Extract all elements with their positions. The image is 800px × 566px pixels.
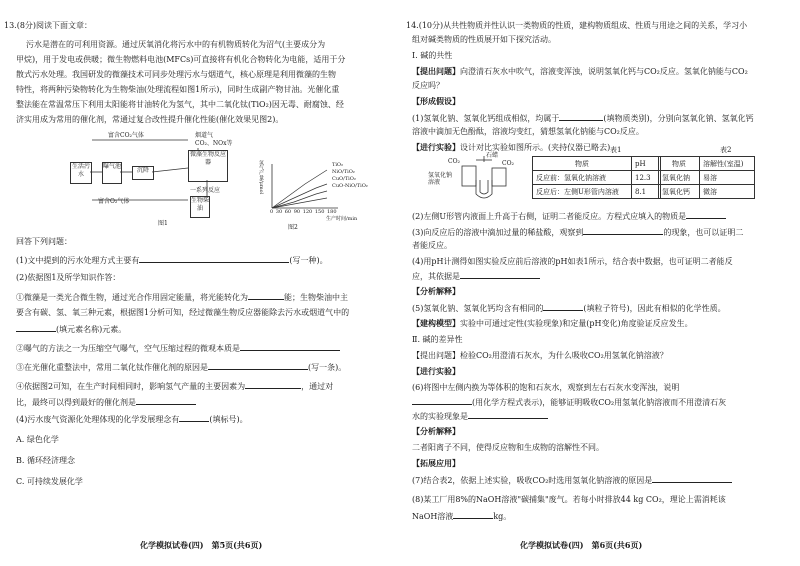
table2-cell: 氢氧化钠: [659, 171, 700, 185]
q2-line: [412, 210, 726, 222]
table1-header: pH: [632, 157, 661, 171]
q2d-tail: 比，最终可以得到最好的催化剂是: [16, 398, 136, 407]
q8-tail: kg。: [493, 512, 512, 521]
article-line: 特性，将两种污染物转化为生物柴油(处理流程如图1所示)，同时生成副产物甘油。光催化重: [16, 85, 340, 94]
fig2-tick: 180: [326, 209, 337, 215]
u-tube-icon: [428, 150, 528, 205]
fig2-ylabel: 氢气产量/μmol: [258, 160, 264, 195]
q2a-text: ①微藻是一类光合微生物，通过光合作用固定能量，将光能转化为: [16, 293, 248, 302]
q14-title: 14.(10分)从共性物质并性认识一类物质的性质，建构物质组成、性质与用途之间的关系，学习小: [406, 21, 748, 30]
table1-cell: 12.3: [632, 171, 661, 185]
tag-analysis-2: 【分析解释】: [412, 426, 460, 436]
option-b[interactable]: B. 循环经济理念: [16, 456, 75, 465]
q2c-text: ③在光催化重整法中，常用二氧化钛作催化剂的原因是: [16, 363, 208, 372]
fig2-legend-item: TiO₂: [332, 162, 344, 168]
q6-line-2: [412, 396, 726, 408]
article-line: 甲烷)，用于发电或供暖；微生物燃料电池(MFCs)可直接将有机化合物转化为电能，适用于分: [16, 55, 346, 64]
table1-caption: 表1: [610, 146, 622, 154]
hypo1-line-2: 溶液中滴加无色酚酞，溶液均变红，猜想氢氧化钠能与CO₂反应。: [412, 127, 644, 136]
table-row: [659, 171, 755, 185]
q2c-line: [16, 361, 346, 373]
q4-blank[interactable]: [460, 270, 540, 279]
q4-blank[interactable]: [179, 413, 209, 422]
q3-tail: 的现象，也可以证明二: [663, 228, 744, 237]
q7-blank[interactable]: [652, 474, 732, 483]
tag-analysis: 【分析解释】: [412, 286, 460, 296]
table-row: [659, 157, 755, 171]
fig1-bottom-label: 富含O₂气体: [98, 198, 130, 205]
fig2-tick: 0: [270, 209, 274, 215]
answer-title: 回答下列问题：: [16, 237, 72, 246]
q2d-line: [16, 380, 333, 392]
table-row: [533, 157, 661, 171]
q1-blank[interactable]: [139, 254, 289, 263]
q13-title: 13.(8分)阅读下面文章：: [4, 21, 93, 30]
table2-cell: 氢氧化钙: [659, 185, 700, 199]
q2c-tail: (写一条)。: [308, 363, 347, 372]
analysis-2-text: 二者阳离子不同，使得反应物和生成物的溶解性不同。: [412, 443, 604, 452]
q2a-line: [16, 291, 348, 303]
q6-text: (用化学方程式表示)，能够证明吸收CO₂用氢氧化钠溶液而不用澄清石灰: [472, 398, 727, 407]
q2d-mid: ，通过对: [301, 382, 334, 391]
fig2-legend-item: CuO-NiO/TiO₂: [332, 183, 368, 189]
option-a[interactable]: A. 绿色化学: [16, 435, 59, 444]
hypo1-blank[interactable]: [559, 112, 603, 121]
article-line: 污水是潜在的可利用资源。通过厌氧消化将污水中的有机物质转化为沼气(主要成分为: [26, 40, 326, 49]
q5-tail: (填粒子符号)，因此有相似的化学性质。: [583, 304, 726, 313]
q14-title-2: 组对碱类物质的性质展开如下探究活动。: [412, 35, 556, 44]
q7-line: [412, 474, 732, 486]
apparatus-naoh-label: 氢氧化钠溶液: [428, 172, 453, 186]
tag-experiment-2: 【进行实验】: [412, 366, 460, 376]
q7-text: (7)结合表2，依据上述实验，吸收CO₂时选用氢氧化钠溶液的原因是: [412, 476, 653, 485]
fig1-box-diesel: 生物柴油: [190, 196, 210, 218]
fig1-flue-label: 烟道气: [195, 132, 214, 139]
table-1: [532, 156, 661, 199]
q2-blank[interactable]: [686, 210, 726, 219]
apparatus-right-co2: CO₂: [502, 160, 514, 167]
fig2-caption: 图2: [288, 224, 298, 231]
q2a-line-2: 要含有碳、氢、氧三种元素，根据图1分析可知，经过微藻生物反应器能除去污水或烟道气中的: [16, 308, 350, 317]
q8-text: NaOH溶液: [412, 512, 454, 521]
q1-line: [16, 254, 328, 266]
q6-line-3: [412, 410, 548, 422]
tag-hypothesis: 【形成假设】: [412, 96, 460, 106]
fig1-arrows: [70, 130, 255, 230]
section-2: Ⅱ. 碱的差异性: [412, 335, 463, 344]
table-row: [533, 171, 661, 185]
q5-text: (5)氢氧化钠、氢氧化钙均含有相同的: [412, 304, 544, 313]
fig1-top-label: 富含CO₂气体: [108, 132, 144, 139]
fig1-box-settle: 沉降: [132, 166, 154, 180]
q2d-blank[interactable]: [245, 380, 301, 389]
table-row: [659, 185, 755, 199]
q8-line-2: [412, 510, 511, 522]
q5-line: [412, 302, 726, 314]
tag-problem: 【提出问题】: [412, 66, 460, 76]
hypo1-text: (1)氢氧化钠、氢氧化钙组成相似，均属于: [412, 114, 560, 123]
problem-line: [412, 66, 748, 77]
fig1-box-reactor: 微藻生物反应器: [188, 150, 228, 182]
q4-line-2: [412, 270, 540, 282]
apparatus-figure: [428, 150, 528, 205]
q2b-line: [16, 342, 340, 354]
q6-blank[interactable]: [412, 396, 472, 405]
hypo1-line: [412, 112, 754, 124]
q8-line: (8)某工厂用8%的NaOH溶液"碳捕集"废气。若每小时排放44 kg CO₂，理论上需消耗该: [412, 495, 726, 504]
q2d-text: ④依据图2可知，在生产时间相同时，影响氢气产量的主要因素为: [16, 382, 246, 391]
q3-line-2: 者能反应。: [412, 241, 452, 250]
fig1-chain-note: 一系列反应: [190, 187, 221, 194]
q8-blank[interactable]: [453, 510, 493, 519]
fig2-tick: 90: [293, 209, 301, 215]
article-line: 整法能在常温常压下利用太阳能将甘油转化为氢气，其中二氧化钛(TiO₂)因无毒、耐腐蚀、经: [16, 100, 344, 109]
problem-text: 向澄清石灰水中吹气，溶液变浑浊，说明氢氧化钙与CO₂反应。氢氧化钠能与CO₂: [460, 67, 748, 76]
problem-2: 【提出问题】检验CO₂用澄清石灰水，为什么吸收CO₂用氢氧化钠溶液？: [412, 351, 668, 360]
fig1-caption: 图1: [158, 220, 168, 227]
q1-tail: (写一种)。: [289, 256, 328, 265]
right-footer: 化学模拟试卷(四) 第6页(共6页): [520, 540, 643, 550]
q2d-line-2: [16, 396, 196, 408]
q2b-blank[interactable]: [240, 342, 340, 351]
q4-tail: (填标号)。: [209, 415, 248, 424]
fig1-box-sewage: 生活污水: [70, 162, 92, 184]
fig2-tick: 120: [302, 209, 313, 215]
table1-cell: 8.1: [632, 185, 661, 199]
table-2: [658, 156, 755, 199]
q6-blank-2[interactable]: [468, 410, 548, 419]
model-line: [412, 318, 693, 329]
q2a-tail-2: (填元素名称)元素。: [56, 325, 127, 334]
table1-cell: 反应后：左侧U形管内溶液: [533, 185, 632, 199]
hypo1-mid: (填物质类别)，分别向氢氧化钠、氢氧化钙: [603, 114, 754, 123]
article-line: 散式污水处理。我国研发的微藻技术可同步处理污水与烟道气，核心原理是利用微藻的生物: [16, 70, 336, 79]
apparatus-stone-label: 石蜡: [486, 152, 499, 159]
q4-line: [16, 413, 248, 425]
fig2-legend-item: NiO/TiO₂: [332, 169, 355, 175]
q2a-tail: 能；生物柴油中主: [284, 293, 348, 302]
experiment-text: 设计对比实验如图所示。(夹持仪器已略去): [460, 143, 611, 152]
left-footer: 化学模拟试卷(四) 第5页(共6页): [140, 540, 263, 550]
table2-caption: 表2: [720, 146, 732, 154]
q2b-text: ②曝气的方法之一为压缩空气曝气，空气压缩过程的微观本质是: [16, 344, 240, 353]
tag-model: 【建构模型】: [412, 318, 460, 328]
fig2-xlabel: 生产时间/min: [326, 216, 358, 222]
tag-extension: 【拓展应用】: [412, 458, 460, 468]
q3-line: [412, 226, 743, 238]
q4-text: 应，其依据是: [412, 272, 460, 281]
q4-line: (4)用pH计测得如图实验反应前后溶液的pH如表1所示，结合表中数据，也可证明二者能反: [412, 257, 733, 266]
fig1-box-aerobic: 曝气池: [102, 162, 122, 184]
fig2-tick: 30: [275, 209, 283, 215]
problem-line-2: 反应吗？: [412, 81, 444, 90]
fig2-tick: 60: [284, 209, 292, 215]
q2c-blank[interactable]: [208, 361, 308, 370]
q3-text: (3)向反应后的溶液中滴加过量的稀盐酸，观察到: [412, 228, 584, 237]
q3-blank[interactable]: [583, 226, 663, 235]
q2d-blank-2[interactable]: [136, 396, 196, 405]
q2a-blank-2[interactable]: [16, 323, 56, 332]
article-line: 济实用成为常用的催化剂，常通过复合改性提升催化性能(催化效果见图2)。: [16, 115, 284, 124]
option-c[interactable]: C. 可持续发展化学: [16, 477, 83, 486]
fig1-flue-sub: CO₂、NOx等: [195, 140, 233, 147]
q1-text: (1)文中提到的污水处理方式主要有: [16, 256, 140, 265]
table2-header: 物质: [659, 157, 700, 171]
q6-line: (6)将图中左侧内换为等体积的饱和石灰水，观察到左右石灰水变浑浊，说明: [412, 383, 680, 392]
table1-cell: 反应前：氢氧化钠溶液: [533, 171, 632, 185]
q2-line: (2)依据图1及所学知识作答：: [16, 273, 121, 282]
q4-text: (4)污水废气资源化处理体现的化学发展理念有: [16, 415, 180, 424]
section-1: Ⅰ. 碱的共性: [412, 51, 453, 60]
table2-cell: 易溶: [700, 171, 755, 185]
figure-2: [258, 160, 368, 230]
q5-blank[interactable]: [543, 302, 583, 311]
apparatus-left-co2: CO₂: [448, 158, 460, 165]
figure-1: [70, 130, 255, 230]
tag-experiment: 【进行实验】: [412, 142, 460, 152]
table1-header: 物质: [533, 157, 632, 171]
table2-cell: 微溶: [700, 185, 755, 199]
table-row: [533, 185, 661, 199]
table2-header: 溶解性(室温): [700, 157, 755, 171]
q2a-blank[interactable]: [248, 291, 284, 300]
right-page: [400, 0, 800, 566]
fig2-legend-item: CuO/TiO₂: [332, 176, 356, 182]
fig2-tick: 150: [314, 209, 325, 215]
q2-text: (2)左侧U形管内液面上升高于右侧，证明二者能反应。方程式应填入的物质是: [412, 212, 687, 221]
q6-tail: 水的实验现象是: [412, 412, 468, 421]
model-text: 实验中可通过定性(实验现象)和定量(pH变化)角度验证反应发生。: [460, 319, 693, 328]
q2a-line-3: [16, 323, 126, 335]
